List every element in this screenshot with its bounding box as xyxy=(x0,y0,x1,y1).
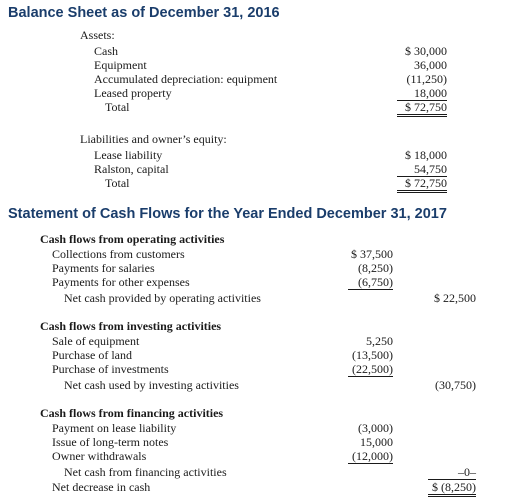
operating-net-amount: $ 22,500 xyxy=(434,291,476,305)
financing-amount-withdrawals: (12,000) xyxy=(348,450,393,464)
liability-amount-lease: $ 18,000 xyxy=(405,148,447,162)
investing-amount-purchase-investments: (22,500) xyxy=(348,363,393,377)
operating-label-collections: Collections from customers xyxy=(52,247,185,261)
net-decrease-label: Net decrease in cash xyxy=(52,480,151,494)
operating-amount-other-expenses: (6,750) xyxy=(348,276,393,290)
asset-label-cash: Cash xyxy=(94,44,118,58)
assets-heading: Assets: xyxy=(80,28,115,42)
operating-amount-salaries: (8,250) xyxy=(358,261,393,275)
investing-label-purchase-land: Purchase of land xyxy=(52,348,132,362)
assets-total-label: Total xyxy=(105,100,130,114)
financing-amount-lease-payment: (3,000) xyxy=(358,421,393,435)
investing-net-amount: (30,750) xyxy=(435,378,476,392)
investing-label-sale-equipment: Sale of equipment xyxy=(52,334,140,348)
liabilities-heading: Liabilities and owner’s equity: xyxy=(80,132,227,146)
financing-label-notes: Issue of long-term notes xyxy=(52,435,169,449)
operating-amount-collections: $ 37,500 xyxy=(351,247,393,261)
equity-label-capital: Ralston, capital xyxy=(94,162,169,176)
asset-label-leased-property: Leased property xyxy=(94,86,172,100)
financing-amount-notes: 15,000 xyxy=(360,435,393,449)
equity-amount-capital: 54,750 xyxy=(397,163,447,177)
cash-flow-title: Statement of Cash Flows for the Year Ended December 31, 2017 xyxy=(8,206,447,222)
liability-label-lease: Lease liability xyxy=(94,148,163,162)
liabilities-total-amount: $ 72,750 xyxy=(397,177,447,193)
investing-amount-sale-equipment: 5,250 xyxy=(366,334,393,348)
asset-amount-accum-depreciation: (11,250) xyxy=(406,72,447,86)
financing-net-label: Net cash from financing activities xyxy=(64,465,227,479)
investing-amount-purchase-land: (13,500) xyxy=(352,348,393,362)
investing-net-label: Net cash used by investing activities xyxy=(64,378,239,392)
assets-total-amount: $ 72,750 xyxy=(397,101,447,117)
financing-heading: Cash flows from financing activities xyxy=(40,406,224,420)
asset-label-equipment: Equipment xyxy=(94,58,147,72)
balance-sheet-title: Balance Sheet as of December 31, 2016 xyxy=(8,5,280,21)
operating-label-other-expenses: Payments for other expenses xyxy=(52,275,190,289)
investing-label-purchase-investments: Purchase of investments xyxy=(52,362,169,376)
asset-label-accum-depreciation: Accumulated depreciation: equipment xyxy=(94,72,278,86)
operating-net-label: Net cash provided by operating activities xyxy=(64,291,261,305)
operating-label-salaries: Payments for salaries xyxy=(52,261,155,275)
asset-amount-equipment: 36,000 xyxy=(414,58,447,72)
financing-label-withdrawals: Owner withdrawals xyxy=(52,449,147,463)
asset-amount-leased-property: 18,000 xyxy=(397,87,447,101)
net-decrease-amount: $ (8,250) xyxy=(428,481,476,497)
financing-label-lease-payment: Payment on lease liability xyxy=(52,421,177,435)
operating-heading: Cash flows from operating activities xyxy=(40,232,225,246)
financing-net-amount: –0– xyxy=(428,466,476,480)
investing-heading: Cash flows from investing activities xyxy=(40,319,222,333)
asset-amount-cash: $ 30,000 xyxy=(405,44,447,58)
liabilities-total-label: Total xyxy=(105,176,130,190)
